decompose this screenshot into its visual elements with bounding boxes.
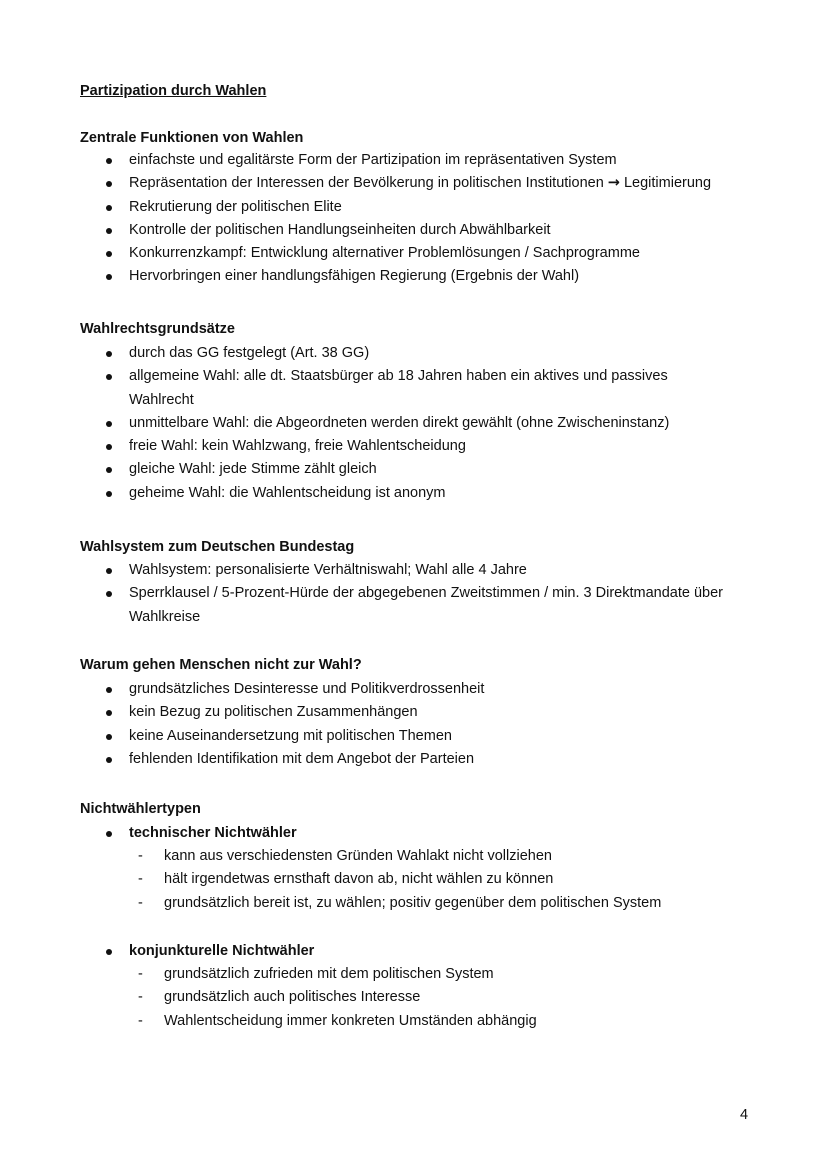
list-item: - hält irgendetwas ernsthaft davon ab, nicht wählen zu können [80,868,780,891]
bullet-icon [106,831,112,837]
bullet-icon [106,228,112,234]
section-heading-warum: Warum gehen Menschen nicht zur Wahl? [80,657,362,673]
bullet-icon [106,274,112,280]
dash-icon: - [138,989,143,1006]
list-warum [80,678,780,771]
dash-icon: - [138,1012,143,1029]
bullet-icon [106,374,112,380]
list-item: - grundsätzlich bereit ist, zu wählen; positiv gegenüber dem politischen System [80,892,780,915]
section-heading-funktionen: Zentrale Funktionen von Wahlen [80,130,304,146]
list-item: Wahlsystem: personalisierte Verhältniswahl; Wahl alle 4 Jahre [80,559,750,582]
list-item: gleiche Wahl: jede Stimme zählt gleich [80,458,720,481]
bullet-icon [106,205,112,211]
dash-icon: - [138,871,143,888]
bullet-icon [106,467,112,473]
dash-icon: - [138,848,143,864]
bullet-icon [106,158,112,164]
bullet-icon [106,251,112,257]
arrow-right-icon: → [607,175,620,192]
list-wahlsystem [80,559,750,629]
page-number: 4 [740,1107,749,1123]
sublist-konjunkturell [80,963,780,1033]
sublist-technisch [80,845,780,915]
list-item: allgemeine Wahl: alle dt. Staatsbürger ab 18 Jahren haben ein aktives und passives Wahlrecht [80,365,720,412]
list-item: technischer Nichtwähler [80,822,780,845]
list-item: Sperrklausel / 5-Prozent-Hürde der abgegebenen Zweitstimmen / min. 3 Direktmandate über Wahlkreise [80,582,750,629]
list-item: durch das GG festgelegt (Art. 38 GG) [80,342,720,365]
section-heading-wahlsystem: Wahlsystem zum Deutschen Bundestag [80,539,355,555]
list-item: keine Auseinandersetzung mit politischen Themen [80,725,780,748]
list-funktionen [80,149,780,289]
bullet-icon [106,687,112,693]
bullet-icon [106,591,112,597]
section-heading-typen: Nichtwählertypen [80,801,201,817]
bullet-icon [106,949,112,955]
list-item: unmittelbare Wahl: die Abgeordneten werden direkt gewählt (ohne Zwischeninstanz) [80,412,720,435]
list-item: fehlenden Identifikation mit dem Angebot der Parteien [80,748,780,771]
list-item: Kontrolle der politischen Handlungseinheiten durch Abwählbarkeit [80,219,780,242]
bullet-icon [106,568,112,574]
dash-icon: - [138,894,143,911]
list-item: Konkurrenzkampf: Entwicklung alternativer Problemlösungen / Sachprogramme [80,242,780,265]
section-heading-grundsaetze: Wahlrechtsgrundsätze [80,321,235,337]
list-item: - kann aus verschiedensten Gründen Wahlakt nicht vollziehen [80,845,780,868]
bullet-icon [106,181,112,187]
list-typ-technisch [80,822,780,845]
list-item: - grundsätzlich zufrieden mit dem politischen System [80,963,780,986]
list-item: Rekrutierung der politischen Elite [80,196,780,219]
list-item: grundsätzliches Desinteresse und Politikverdrossenheit [80,678,780,701]
bullet-icon [106,757,112,763]
list-item: Hervorbringen einer handlungsfähigen Regierung (Ergebnis der Wahl) [80,265,780,288]
list-item: geheime Wahl: die Wahlentscheidung ist anonym [80,482,720,505]
bullet-icon [106,734,112,740]
bullet-icon [106,710,112,716]
list-item: - grundsätzlich auch politisches Interesse [80,986,780,1009]
dash-icon: - [138,966,143,982]
list-item: konjunkturelle Nichtwähler [80,940,780,963]
list-item: kein Bezug zu politischen Zusammenhängen [80,701,780,724]
list-grundsaetze [80,342,720,505]
list-typ-konjunkturell [80,940,780,963]
bullet-icon [106,351,112,357]
bullet-icon [106,421,112,427]
bullet-icon [106,491,112,497]
bullet-icon [106,444,112,450]
list-item: - Wahlentscheidung immer konkreten Umständen abhängig [80,1010,780,1033]
document-title: Partizipation durch Wahlen [80,83,267,99]
list-item: einfachste und egalitärste Form der Partizipation im repräsentativen System [80,149,780,172]
list-item: freie Wahl: kein Wahlzwang, freie Wahlentscheidung [80,435,720,458]
list-item: Repräsentation der Interessen der Bevölkerung in politischen Institutionen → Legitimierung [80,172,780,195]
